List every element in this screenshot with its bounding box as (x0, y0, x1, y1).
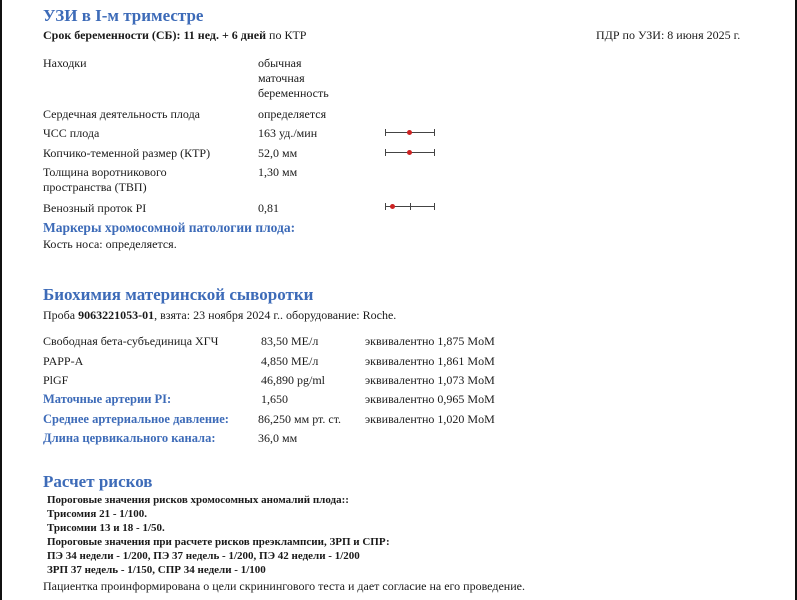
bio-row-eq: эквивалентно 1,073 MoM (365, 373, 495, 387)
bio-row-label: PAPP-A (43, 354, 84, 368)
dv-range-tick-mid (410, 203, 411, 210)
bio-row-value: 36,0 мм (258, 431, 298, 445)
risk-threshold-line: Пороговые значения рисков хромосомных аномалий плода:: (47, 494, 349, 506)
ktr-range-tick-high (434, 149, 435, 156)
dv-label: Венозный проток PI (43, 201, 147, 215)
heart-label: Сердечная деятельность плода (43, 107, 200, 121)
hr-value: 163 уд./мин (258, 126, 318, 140)
risk-threshold-line: Трисомии 13 и 18 - 1/50. (47, 522, 165, 534)
probe-id: 9063221053-01 (78, 308, 155, 322)
risk-threshold-line: ПЭ 34 недели - 1/200, ПЭ 37 недель - 1/200, ПЭ 42 недели - 1/200 (47, 550, 360, 562)
bio-row-label: Свободная бета-субъединица ХГЧ (43, 334, 219, 348)
probe-prefix: Проба (43, 308, 79, 322)
uzi-title: УЗИ в I-м триместре (43, 6, 204, 25)
dv-range-point (390, 204, 395, 209)
bio-row-eq: эквивалентно 1,020 MoM (365, 412, 495, 426)
bio-row-value: 46,890 pg/ml (261, 373, 326, 387)
pdr-date: ПДР по УЗИ: 8 июня 2025 г. (596, 28, 741, 42)
bio-row-value: 83,50 МЕ/л (261, 334, 319, 348)
risk-threshold-line: Трисомия 21 - 1/100. (47, 508, 148, 520)
dv-range-tick-high (434, 203, 435, 210)
risk-threshold-line: Пороговые значения при расчете рисков преэклампсии, ЗРП и СПР: (47, 536, 390, 548)
bio-row-label: Длина цервикального канала: (43, 431, 216, 445)
heart-value: определяется (258, 107, 327, 121)
dv-value: 0,81 (258, 201, 279, 215)
hr-label: ЧСС плода (43, 126, 100, 140)
findings-value-line: маточная (258, 71, 305, 85)
bio-row-label: Среднее артериальное давление: (43, 412, 229, 426)
findings-value (258, 56, 329, 101)
hr-range-tick-low (385, 129, 386, 136)
left-edge (0, 0, 2, 600)
pregnancy-term-suffix: по КТР (266, 28, 307, 42)
dv-range-tick-low (385, 203, 386, 210)
probe-line (43, 308, 396, 323)
findings-value-line: обычная (258, 56, 302, 70)
risk-title: Расчет рисков (43, 472, 153, 491)
hr-range-point (407, 130, 412, 135)
risk-threshold-line: ЗРП 37 недель - 1/150, СПР 34 недели - 1/100 (47, 564, 266, 576)
tvp-label-line: пространства (ТВП) (43, 180, 147, 194)
findings-label: Находки (43, 56, 87, 70)
bio-row-eq: эквивалентно 0,965 MoM (365, 392, 495, 406)
bio-row-label: PlGF (43, 373, 69, 387)
ktr-value: 52,0 мм (258, 146, 298, 160)
bio-row-label: Маточные артерии PI: (43, 392, 172, 406)
findings-value-line: беременность (258, 86, 329, 100)
ktr-range-point (407, 150, 412, 155)
tvp-label-line: Толщина воротникового (43, 165, 167, 179)
bio-title: Биохимия материнской сыворотки (43, 285, 314, 304)
consent-text: Пациентка проинформирована о цели скринингового теста и дает согласие на его проведение. (43, 579, 525, 593)
tvp-label (43, 165, 167, 195)
tvp-value: 1,30 мм (258, 165, 298, 179)
markers-title: Маркеры хромосомной патологии плода: (43, 220, 296, 235)
ktr-range-tick-low (385, 149, 386, 156)
pregnancy-term-label: Срок беременности (СБ): 11 нед. + 6 дней (43, 28, 267, 42)
bio-row-value: 4,850 МЕ/л (261, 354, 319, 368)
bio-row-eq: эквивалентно 1,861 MoM (365, 354, 495, 368)
hr-range-tick-high (434, 129, 435, 136)
bio-row-value: 1,650 (261, 392, 288, 406)
probe-rest: , взята: 23 ноября 2024 г.. оборудование: Roche. (154, 308, 397, 322)
nose-bone: Кость носа: определяется. (43, 237, 177, 251)
pregnancy-term (43, 28, 306, 43)
bio-row-value: 86,250 мм рт. ст. (258, 412, 342, 426)
ktr-label: Копчико-теменной размер (КТР) (43, 146, 211, 160)
bio-row-eq: эквивалентно 1,875 MoM (365, 334, 495, 348)
